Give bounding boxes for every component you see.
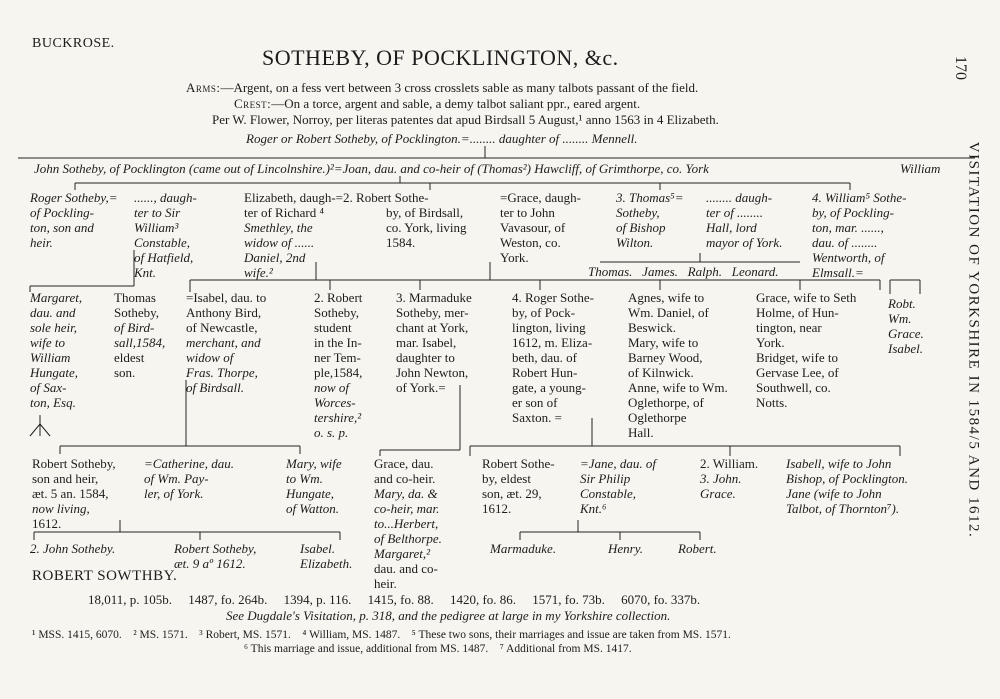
gen3-marmaduke: 3. Marmaduke Sotheby, mer- chant at York, mar. Isabel, daughter to John Newton, of York.= — [396, 290, 472, 395]
page-number: 170 — [952, 56, 969, 80]
gen4-robert-heir: Robert Sotheby, son and heir, æt. 5 an. 1584, now living, 1612. — [32, 456, 116, 531]
sowthby-label: ROBERT SOWTHBY. — [32, 568, 178, 584]
references: 18,011, p. 105b. 1487, fo. 264b. 1394, p. 116. 1415, fo. 88. 1420, fo. 86. 1571, fo. 73b. 6070, fo. 337b. — [88, 592, 701, 607]
gen3-isabel: =Isabel, dau. to Anthony Bird, of Newcastle, merchant, and widow of Fras. Thorpe, of Birdsall. — [186, 290, 267, 395]
see-note: See Dugdale's Visitation, p. 318, and the pedigree at large in my Yorkshire collection. — [226, 608, 671, 623]
gen5-robert2: Robert. — [678, 541, 717, 556]
gen2-roger: Roger Sotheby,= of Pockling- ton, son and heir. — [30, 190, 118, 250]
gen3-grace-bridget: Grace, wife to Seth Holme, of Hun- tington, near York. Bridget, wife to Gervase Lee, of Southwell, co. Notts. — [756, 290, 857, 410]
gen5-marmaduke: Marmaduke. — [490, 541, 557, 556]
gen4-catherine: =Catherine, dau. of Wm. Pay- ler, of York. — [144, 456, 235, 501]
county-label: BUCKROSE. — [32, 36, 115, 51]
gen1-john: John Sotheby, of Pocklington (came out of Lincolnshire.)²=Joan, dau. and co-heir of (Thomas²) Hawcliff, of Grimthorpe, co. York — [34, 161, 709, 176]
gen3-roger: 4. Roger Sothe- by, of Pock- lington, living 1612, m. Eliza- beth, dau. of Robert Hun- gate, a young- er son of Saxton. = — [512, 290, 594, 425]
gen3-daughters: Agnes, wife to Wm. Daniel, of Beswick. Mary, wife to Barney Wood, of Kilnwick. Anne, wife to Wm. Oglethorpe, of Oglethorpe Hall. — [628, 290, 728, 440]
crest-line: Crest:—On a torce, argent and sable, a demy talbot saliant ppr., eared argent. — [234, 96, 641, 111]
gen4-jane: =Jane, dau. of Sir Philip Constable, Knt.⁶ — [580, 456, 656, 516]
gen4-mary: Mary, wife to Wm. Hungate, of Watton. — [286, 456, 342, 516]
gen3-robert-student: 2. Robert Sotheby, student in the In- ner Tem- ple,1584, now of Worces- tershire,² o. s. p. — [314, 290, 363, 440]
gen4-william-john: 2. William. 3. John. Grace. — [700, 456, 759, 501]
gen3-william-children: Robt. Wm. Grace. Isabel. — [888, 296, 924, 356]
gen2-robert: by, of Birdsall, co. York, living 1584. — [386, 205, 467, 250]
gen5-henry: Henry. — [608, 541, 644, 556]
gen2-roger-wife: ......, daugh- ter to Sir William³ Constable, of Hatfield, Knt. — [134, 190, 197, 280]
gen4-isabell-jane: Isabell, wife to John Bishop, of Pocklington. Jane (wife to John Talbot, of Thornton⁷). — [786, 456, 909, 516]
gen2-thomas: 3. Thomas⁵= Sotheby, of Bishop Wilton. — [616, 190, 684, 250]
gen5-john: 2. John Sotheby. — [30, 541, 116, 556]
gen2-thomas-children: Thomas. James. Ralph. Leonard. — [588, 264, 779, 279]
gen2-thomas-wife: ........ daugh- ter of ........ Hall, lord mayor of York. — [706, 190, 783, 250]
gen4-robert-eldest: Robert Sothe- by, eldest son, æt. 29, 1612. — [482, 456, 555, 516]
footnotes-1: ¹ MSS. 1415, 6070. ² MS. 1571. ³ Robert, MS. 1571. ⁴ William, MS. 1487. ⁵ These two sons, their marriages and issue are taken from MS. 1571. — [32, 629, 731, 641]
gen5-robert: Robert Sotheby, æt. 9 aº 1612. — [174, 541, 257, 571]
gen3-thomas: Thomas Sotheby, of Bird- sall,1584, eldest son. — [114, 290, 166, 380]
gen0-couple: Roger or Robert Sotheby, of Pocklington.=........ daughter of ........ Mennell. — [246, 131, 638, 146]
arms-line: Arms:—Argent, on a fess vert between 3 cross crosslets sable as many talbots passant of the field. — [186, 80, 699, 95]
gen2-grace: =Grace, daugh- ter to John Vavasour, of Weston, co. York. — [500, 190, 581, 265]
gen2-elizabeth: Elizabeth, daugh-=2. Robert Sothe- ter of Richard ⁴ Smethley, the widow of ...... Daniel, 2nd wife.² — [244, 190, 429, 280]
gen4-grace-mary: Grace, dau. and co-heir. Mary, da. & co-heir, mar. to...Herbert, of Belthorpe. Margaret,² dau. and co- heir. — [374, 456, 442, 591]
gen3-margaret: Margaret, dau. and sole heir, wife to William Hungate, of Sax- ton, Esq. — [30, 290, 83, 410]
gen2-william: 4. William⁵ Sothe- by, of Pockling- ton, mar. ......, dau. of ........ Wentworth, of Elmsall.= — [812, 190, 907, 280]
gen5-isabel: Isabel. Elizabeth. — [300, 541, 353, 571]
gen1-william: William — [900, 161, 941, 176]
side-title: VISITATION OF YORKSHIRE IN 1584/5 AND 1612. — [965, 141, 982, 539]
grant-line: Per W. Flower, Norroy, per literas patentes dat apud Birdsall 5 August,¹ anno 1563 in 4 Elizabeth. — [212, 112, 719, 127]
footnotes-2: ⁶ This marriage and issue, additional from MS. 1487. ⁷ Additional from MS. 1417. — [244, 643, 632, 655]
page-title: SOTHEBY, OF POCKLINGTON, &c. — [262, 45, 619, 70]
